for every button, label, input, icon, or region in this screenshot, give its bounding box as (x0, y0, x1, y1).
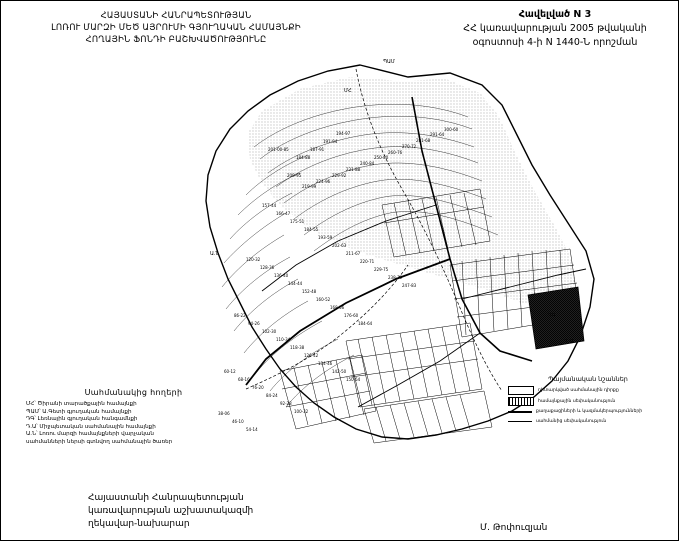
map-label: Ա.Ն (210, 251, 220, 257)
map-label: 201-00-85 (268, 147, 289, 152)
map-label: 128-36 (260, 265, 275, 270)
legend-item (508, 397, 668, 406)
map-label: 238-79 (388, 275, 403, 280)
map-label: 94-26 (248, 321, 260, 326)
legend-left-row: Ա.Ն՝ Լոռու մարզի համայնքների վարչական (26, 431, 154, 438)
map-label: 187-91 (310, 147, 325, 152)
map-label: 184-64 (358, 321, 373, 326)
map-label: 175-51 (290, 219, 305, 224)
map-label: 211-67 (346, 251, 361, 256)
map-label: 60-12 (224, 369, 236, 374)
map-label: 134-46 (318, 361, 333, 366)
legend-item (508, 408, 668, 416)
map-label: 184-88 (296, 155, 311, 160)
legend-left-title: Սահմանակից հողերի (84, 388, 183, 397)
map-label: 240-84 (360, 161, 375, 166)
decision-line-2: օգոստոսի 4-ի N 1440-Ն որոշման (472, 37, 638, 48)
map-label: 86-22 (234, 313, 246, 318)
map-label: 194-97 (336, 131, 351, 136)
map-label: 229-92 (332, 173, 347, 178)
map-label: 281-68 (416, 138, 431, 143)
signature-line-3: ղեկավար-նախարար (88, 519, 190, 529)
map-label: 191-94 (323, 139, 338, 144)
map-label: 231-88 (346, 167, 361, 172)
signature-line-2: կառավարության աշխատակազմի (88, 506, 254, 516)
map-label: 54-14 (246, 427, 258, 432)
map-label: 168-56 (330, 305, 345, 310)
map-label: ՄՀ (344, 88, 352, 94)
title-line-3: ՀՈՂԱՅԻՆ ՖՈՆԴԻ ԲԱՇԽՎԱԾՈՒԹՅՈՒՆԸ (85, 35, 267, 45)
title-line-2: ԼՈՌՈՒ ՄԱՐԶԻ ՄԵԾ ԱՅՐՈՒՄԻ ԳՅՈՒՂԱԿԱՆ ՀԱՄԱՅՆՔԻ (51, 23, 301, 33)
map-label: Դ.Ա (564, 339, 574, 345)
map-label: 157-44 (262, 203, 277, 208)
map-label: 250-80 (374, 155, 389, 160)
legend-item-label: համայնքային սեփականություն (538, 398, 616, 404)
map-label: 160-52 (316, 297, 331, 302)
map-label: 270-72 (402, 144, 417, 149)
map-label: 84-24 (266, 393, 278, 398)
document-title-left (26, 10, 326, 46)
map-label: 229-75 (374, 267, 389, 272)
map-label: 209-95 (287, 173, 302, 178)
legend-item (508, 386, 668, 395)
map-label: 202-63 (332, 243, 347, 248)
map-label: 100-32 (294, 409, 309, 414)
legend-right-title: Պայմանական նշաններ (548, 375, 628, 383)
map-label: 291-64 (430, 132, 445, 137)
map-label: 38-06 (218, 411, 230, 416)
map-label: 68-16 (238, 377, 250, 382)
legend-item (508, 418, 668, 425)
legend-item-label: սահմանից սեփականություն (536, 418, 607, 424)
legend-left-row: ԴԳ՝ Լեռնային գյուղական հանգամնքի (26, 416, 138, 423)
map-label: 152-48 (302, 289, 317, 294)
map-label: 300-60 (444, 127, 459, 132)
map-label: 166-47 (276, 211, 291, 216)
legend-symbols (508, 375, 668, 427)
map-label: ԴԳ (548, 313, 556, 319)
document-reference-right (440, 8, 670, 50)
map-label: 176-60 (344, 313, 359, 318)
legend-adjacent-lands (26, 388, 241, 447)
map-label: 46-10 (232, 419, 244, 424)
map-label: ՊԱՄ (383, 59, 395, 65)
title-line-1: ՀԱՅԱՍՏԱՆԻ ՀԱՆՐԱՊԵՏՈՒԹՅԱՆ (100, 11, 252, 21)
legend-item-label: քաղաքացիների և կազմակերպությունների (536, 409, 643, 414)
map-label: 120-32 (246, 257, 261, 262)
decision-line-1: ՀՀ կառավարության 2005 թվականի (463, 23, 647, 34)
annex-number: Հավելված N 3 (518, 9, 592, 20)
signatory-name: Մ. Թոփուզյան (480, 523, 548, 533)
legend-left-row: ՄՀ՝ Ծիրանի տարածքային համայնքի (26, 401, 137, 407)
swatch-thick-line-icon (508, 411, 532, 413)
legend-left-note: սահմանների ներսի գտնվող սահմանային ծառեր (26, 438, 173, 445)
map-label: 110-34 (276, 337, 291, 342)
map-label: 126-42 (304, 353, 319, 358)
map-label: 92-28 (280, 401, 292, 406)
signature-block-title (88, 492, 253, 531)
map-label: 184-55 (304, 227, 319, 232)
map-label: 102-30 (262, 329, 277, 334)
map-label: 118-38 (290, 345, 305, 350)
map-label: 220-71 (360, 259, 375, 264)
map-label: 247-83 (402, 283, 417, 288)
map-label: 136-40 (274, 273, 289, 278)
map-label: 260-76 (388, 150, 403, 155)
swatch-hatch-icon (508, 397, 534, 406)
map-label: 219-99 (302, 184, 317, 189)
map-label: 76-20 (252, 385, 264, 390)
legend-left-row: Դ.Ա՝ Միջպետական սահմանային համայնքի (26, 423, 156, 430)
legend-left-row: ՊԱՄ՝ Ա.Գետի գյուղական համայնքի (26, 408, 132, 415)
swatch-blank-icon (508, 386, 534, 395)
map-label: 150-54 (346, 377, 361, 382)
map-label: 144-44 (288, 281, 303, 286)
map-label: 142-50 (332, 369, 347, 374)
map-label: 193-59 (318, 235, 333, 240)
signature-line-1: Հայաստանի Հանրապետության (88, 493, 244, 503)
legend-item-label: դիտարկված սահմանային դիրքը (538, 387, 619, 393)
swatch-thin-line-icon (508, 421, 532, 422)
map-label: 224-96 (316, 179, 331, 184)
